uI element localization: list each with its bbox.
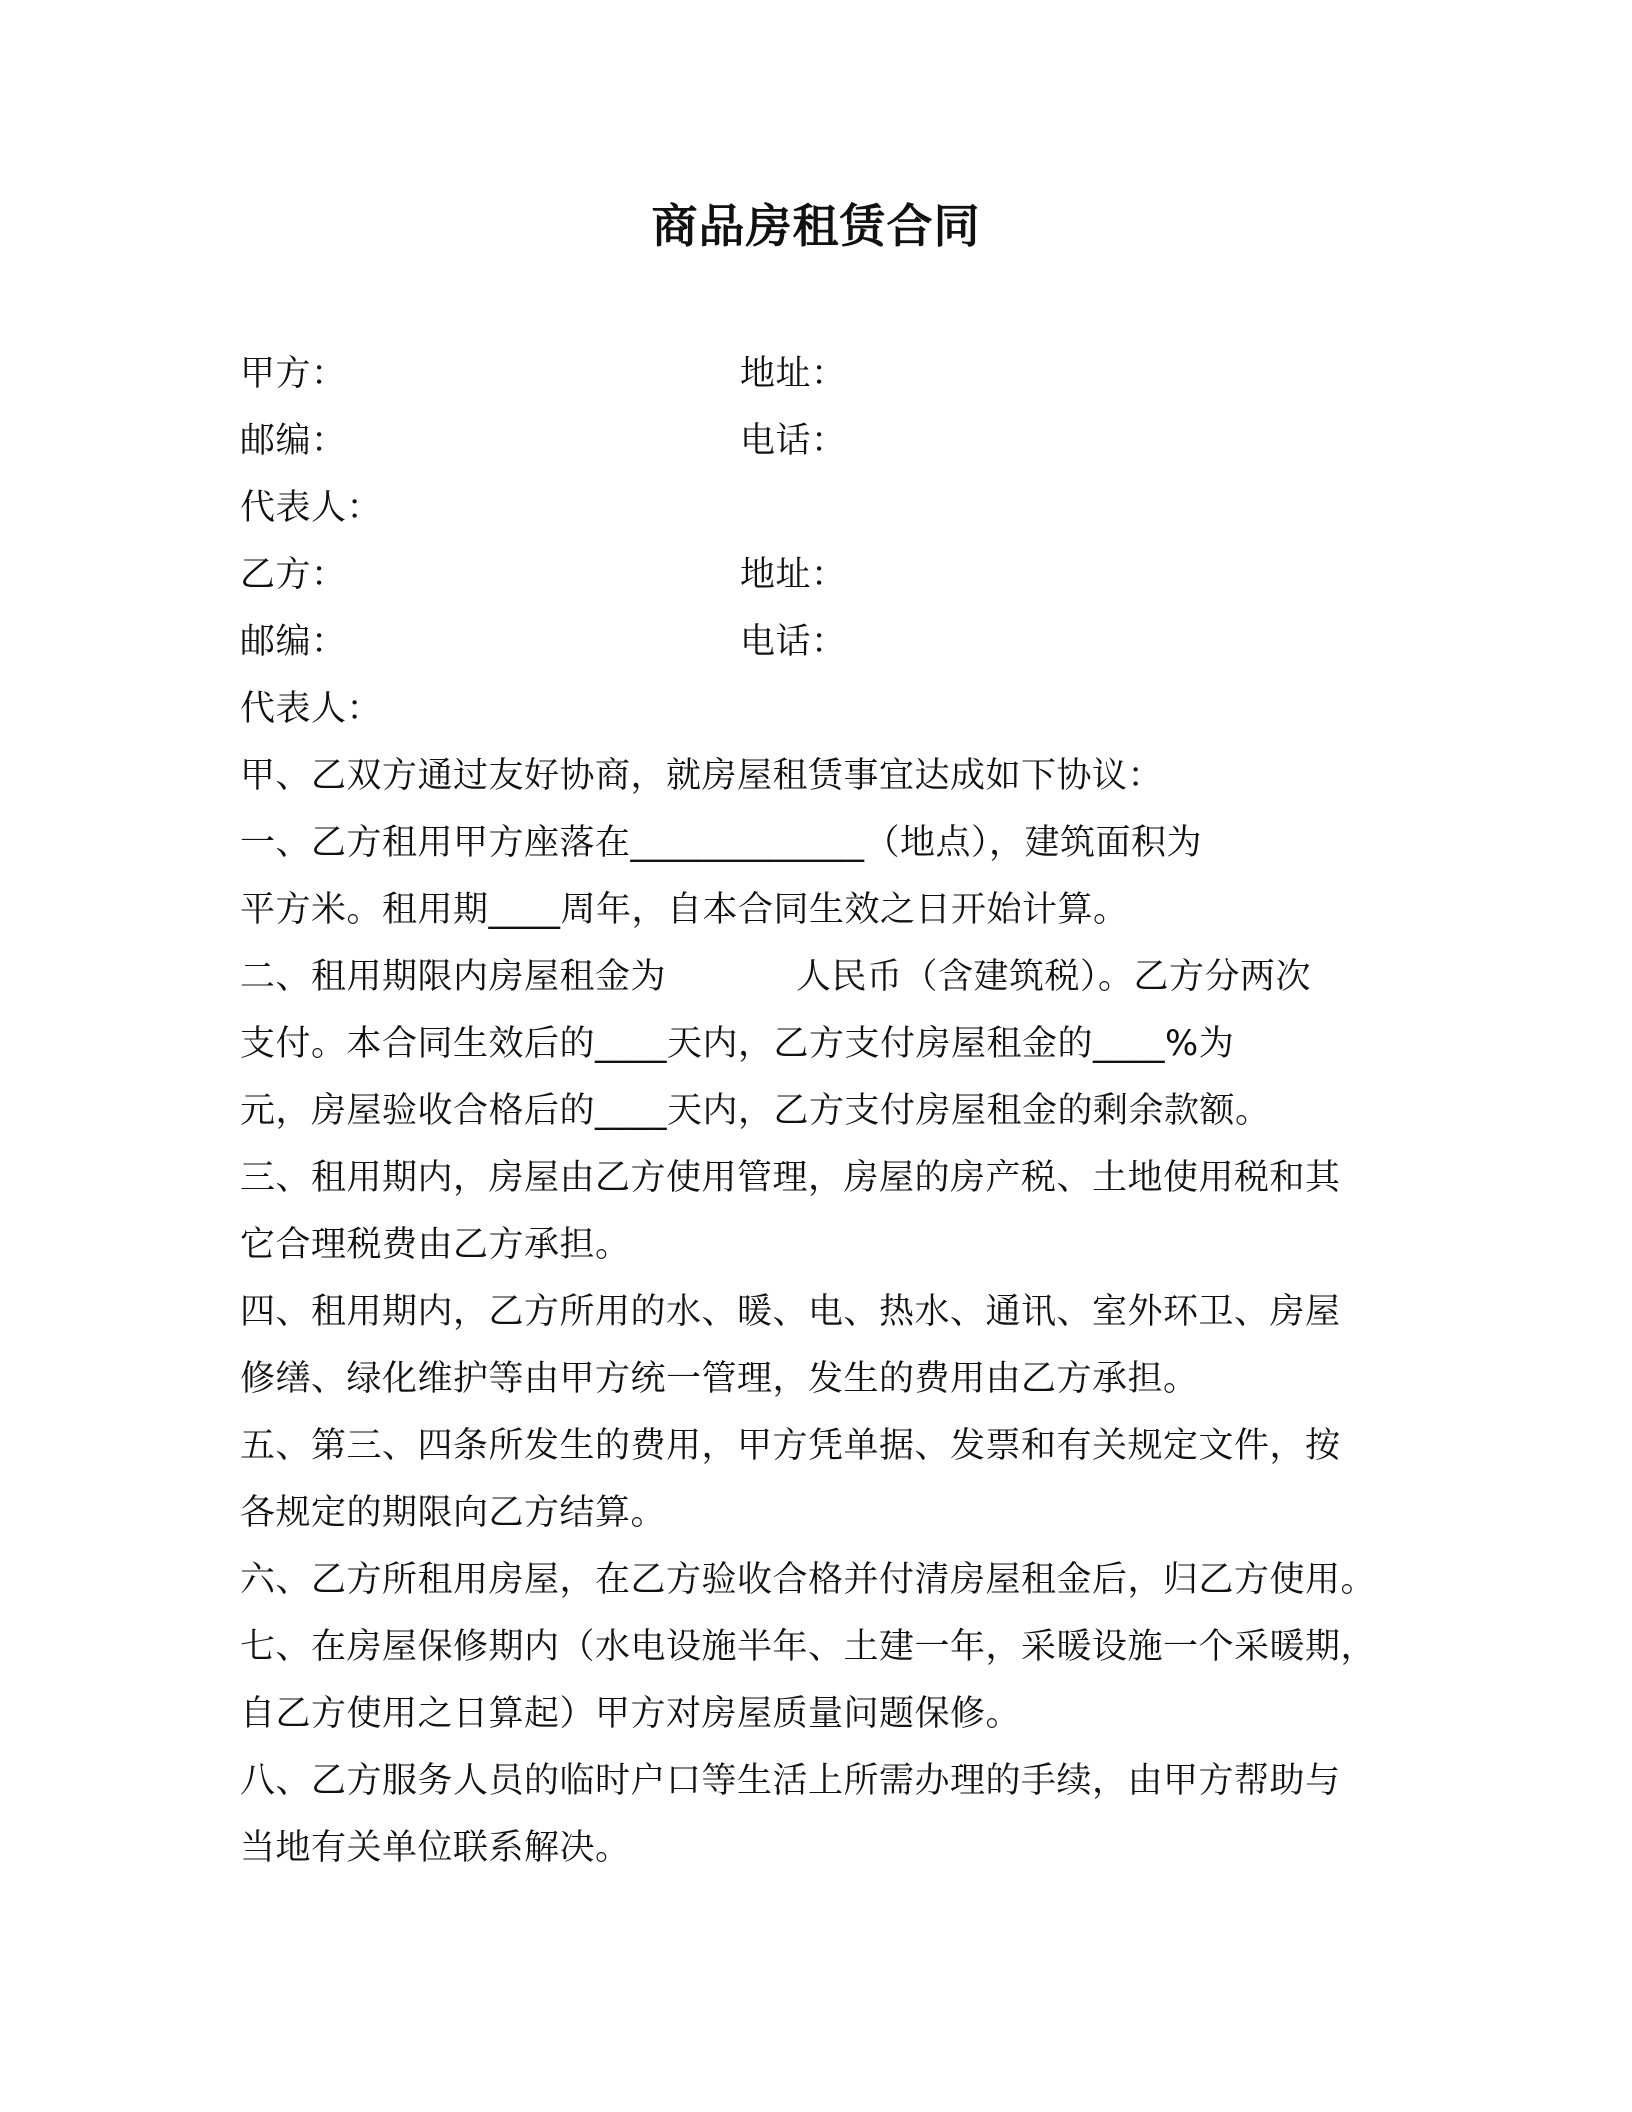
party-b-postcode-label: 邮编： — [240, 622, 347, 662]
clause-2-line-3: 元，房屋验收合格后的____天内，乙方支付房屋租金的剩余款额。 — [240, 1091, 1271, 1131]
clause-1-line-2: 平方米。租用期____周年，自本合同生效之日开始计算。 — [240, 890, 1129, 930]
clause-4-line-2: 修缮、绿化维护等由甲方统一管理，发生的费用由乙方承担。 — [240, 1359, 1199, 1399]
agreement-intro: 甲、乙双方通过友好协商，就房屋租赁事宜达成如下协议： — [240, 756, 1164, 796]
party-a-label: 甲方： — [240, 354, 347, 394]
party-a-row — [240, 341, 1400, 408]
clause-2-line-1-start: 二、租用期限内房屋租金为 — [240, 957, 667, 997]
clause-5-line-2: 各规定的期限向乙方结算。 — [240, 1493, 667, 1533]
clause-2-line-1-end: 人民币（含建筑税）。乙方分两次 — [796, 957, 1312, 997]
clause-4-line-1: 四、租用期内，乙方所用的水、暖、电、热水、通讯、室外环卫、房屋 — [240, 1292, 1341, 1332]
clause-8-line-1: 八、乙方服务人员的临时户口等生活上所需办理的手续，由甲方帮助与 — [240, 1761, 1341, 1801]
document-body — [240, 341, 1400, 1882]
clause-6-line-1: 六、乙方所租用房屋，在乙方验收合格并付清房屋租金后，归乙方使用。 — [240, 1560, 1377, 1600]
party-b-row — [240, 542, 1400, 609]
party-a-contact-row — [240, 408, 1400, 475]
clause-1-line-1: 一、乙方租用甲方座落在_____________（地点），建筑面积为 — [240, 823, 1203, 863]
party-a-representative-label: 代表人： — [240, 488, 383, 528]
party-b-phone-label: 电话： — [740, 622, 847, 662]
clause-8-line-2: 当地有关单位联系解决。 — [240, 1828, 631, 1868]
document-title: 商品房租赁合同 — [651, 199, 981, 253]
party-a-postcode-label: 邮编： — [240, 421, 347, 461]
party-b-label: 乙方： — [240, 555, 347, 595]
party-a-phone-label: 电话： — [740, 421, 847, 461]
clause-5-line-1: 五、第三、四条所发生的费用，甲方凭单据、发票和有关规定文件，按 — [240, 1426, 1341, 1466]
clause-3-line-2: 它合理税费由乙方承担。 — [240, 1225, 631, 1265]
party-a-address-label: 地址： — [740, 354, 847, 394]
party-b-representative-label: 代表人： — [240, 689, 383, 729]
clause-7-line-2: 自乙方使用之日算起）甲方对房屋质量问题保修。 — [240, 1694, 1022, 1734]
clause-3-line-1: 三、租用期内，房屋由乙方使用管理，房屋的房产税、土地使用税和其 — [240, 1158, 1341, 1198]
clause-7-line-1: 七、在房屋保修期内（水电设施半年、土建一年，采暖设施一个采暖期， — [240, 1627, 1377, 1667]
party-b-address-label: 地址： — [740, 555, 847, 595]
clause-2-line-2: 支付。本合同生效后的____天内，乙方支付房屋租金的____%为 — [240, 1024, 1235, 1064]
clause-2-line-1 — [240, 944, 1400, 1011]
party-b-contact-row — [240, 609, 1400, 676]
